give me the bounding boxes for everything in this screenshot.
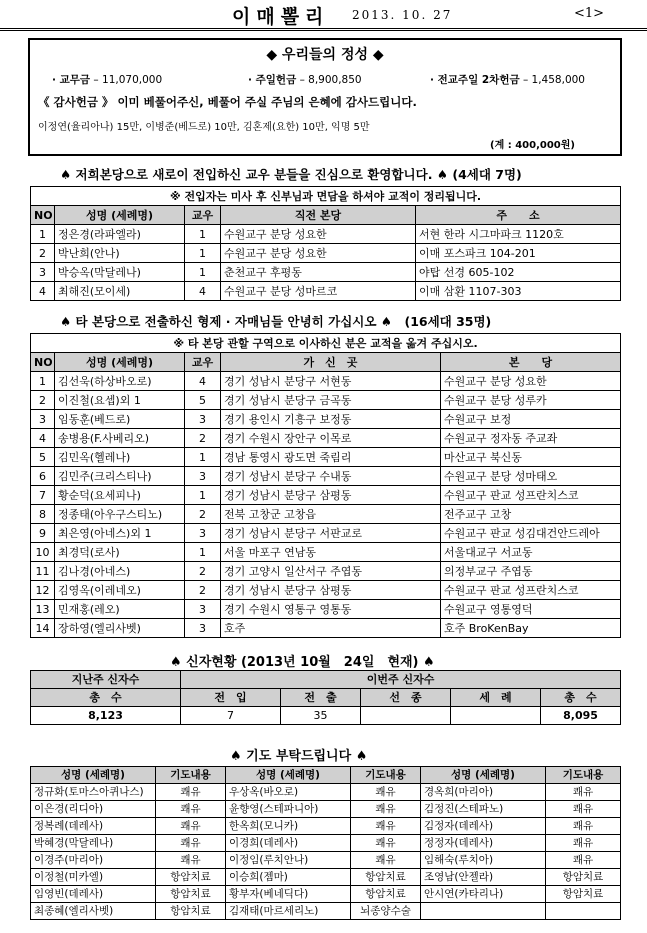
table-cell: 항암치료: [546, 886, 621, 903]
table-cell: 야탑 선경 605-102: [416, 263, 621, 282]
col-header: 성명 (세례명): [55, 353, 185, 372]
table-cell: [421, 903, 546, 920]
table-cell: 2: [31, 391, 55, 410]
page-number: <1>: [574, 6, 605, 21]
table-cell: 김나경(아네스): [55, 562, 185, 581]
table-cell: 정정자(데레사): [421, 835, 546, 852]
table-cell: 쾌유: [156, 852, 226, 869]
stats-sub-header: 전 출: [281, 689, 361, 707]
table-cell: 1: [31, 372, 55, 391]
stats-value: 7: [181, 707, 281, 725]
newcomers-table: [30, 186, 621, 301]
table-cell: 3: [185, 600, 221, 619]
stats-value: 8,123: [31, 707, 181, 725]
table-row: [31, 429, 621, 448]
thanks-total: (계 : 400,000원): [490, 140, 575, 151]
stats-value: [361, 707, 451, 725]
table-cell: 2: [31, 244, 55, 263]
col-header: 본 당: [441, 353, 621, 372]
transfers-note: ※ 타 본당 관할 구역으로 이사하신 분은 교적을 옮겨 주십시오.: [31, 334, 621, 353]
table-cell: 5: [31, 448, 55, 467]
table-cell: 1: [185, 244, 221, 263]
table-cell: 이은경(리디아): [31, 801, 156, 818]
table-cell: 10: [31, 543, 55, 562]
col-header: 기도내용: [351, 767, 421, 784]
offering-value: – 11,070,000: [93, 74, 163, 86]
table-cell: 3: [31, 263, 55, 282]
table-cell: 3: [185, 524, 221, 543]
offering-box: [28, 38, 622, 156]
table-cell: 서울대교구 서교동: [441, 543, 621, 562]
table-cell: 수원교구 판교 성프란치스코: [441, 581, 621, 600]
table-cell: 4: [185, 282, 221, 301]
stats-sub-header: 총 수: [31, 689, 181, 707]
table-cell: 경기 수원시 장안구 이목로: [221, 429, 441, 448]
table-cell: 이매 포스파크 104-201: [416, 244, 621, 263]
col-header: 성명 (세례명): [421, 767, 546, 784]
col-header: 주 소: [416, 206, 621, 225]
table-cell: 1: [31, 225, 55, 244]
table-cell: 쾌유: [546, 801, 621, 818]
table-cell: 황부자(베네딕다): [226, 886, 351, 903]
table-row: [31, 505, 621, 524]
stats-sub-header: 전 입: [181, 689, 281, 707]
table-cell: 김재태(마르세리노): [226, 903, 351, 920]
table-cell: 박난희(안나): [55, 244, 185, 263]
table-cell: 수원교구 분당 성루카: [441, 391, 621, 410]
table-cell: 4: [31, 429, 55, 448]
table-cell: 2: [185, 562, 221, 581]
table-cell: 3: [31, 410, 55, 429]
offering-label: · 전교주일 2차헌금: [430, 74, 520, 86]
col-header: 가 신 곳: [221, 353, 441, 372]
table-cell: 13: [31, 600, 55, 619]
stats-table: [30, 670, 621, 725]
table-cell: 2: [185, 581, 221, 600]
table-row: [31, 524, 621, 543]
table-cell: 경남 통영시 광도면 죽림리: [221, 448, 441, 467]
table-cell: 수원교구 판교 성프란치스코: [441, 486, 621, 505]
stats-this-week-header: 이번주 신자수: [181, 671, 621, 689]
table-row: [31, 486, 621, 505]
table-cell: 이경희(데레사): [226, 835, 351, 852]
col-header: NO: [31, 353, 55, 372]
table-row: [31, 619, 621, 638]
table-row: [31, 448, 621, 467]
table-row: [31, 467, 621, 486]
table-row: [31, 562, 621, 581]
bulletin-date: 2013. 10. 27: [352, 8, 453, 22]
offering-title: ◆ 우리들의 정성 ◆: [266, 47, 384, 63]
table-cell: 항암치료: [351, 886, 421, 903]
table-cell: 박승옥(막달레나): [55, 263, 185, 282]
stats-value: 35: [281, 707, 361, 725]
table-cell: 쾌유: [351, 835, 421, 852]
table-cell: 송병용(F.사베리오): [55, 429, 185, 448]
table-cell: 김선욱(하상바오로): [55, 372, 185, 391]
table-cell: 9: [31, 524, 55, 543]
table-cell: 1: [185, 486, 221, 505]
table-cell: 경기 성남시 분당구 서판교로: [221, 524, 441, 543]
table-cell: 12: [31, 581, 55, 600]
donor-list: 이정연(율리아나) 15만, 이병준(베드로) 10만, 김혼제(요한) 10만, 익명 5만: [38, 122, 370, 133]
col-header: 교우: [185, 353, 221, 372]
table-row: [31, 543, 621, 562]
table-row: [31, 869, 621, 886]
table-cell: 김민옥(헬레나): [55, 448, 185, 467]
table-cell: 경기 성남시 분당구 수내동: [221, 467, 441, 486]
table-cell: 쾌유: [156, 835, 226, 852]
col-header: NO: [31, 206, 55, 225]
table-row: [31, 581, 621, 600]
newcomers-rows: [31, 225, 621, 301]
transfers-table: [30, 333, 621, 638]
table-cell: 경기 고양시 일산서구 주엽동: [221, 562, 441, 581]
table-cell: 4: [185, 372, 221, 391]
table-cell: 이진철(요셉)외 1: [55, 391, 185, 410]
table-cell: 전북 고창군 고창읍: [221, 505, 441, 524]
table-cell: 항암치료: [156, 869, 226, 886]
table-cell: 서현 한라 시그마파크 1120호: [416, 225, 621, 244]
table-cell: 김민주(크리스티나): [55, 467, 185, 486]
table-cell: 쾌유: [156, 784, 226, 801]
table-cell: 수원교구 분당 성요한: [221, 244, 416, 263]
table-cell: 항암치료: [351, 869, 421, 886]
table-cell: 호주: [221, 619, 441, 638]
table-cell: 한옥희(모니카): [226, 818, 351, 835]
table-cell: 김영옥(이레네오): [55, 581, 185, 600]
stats-value: [451, 707, 541, 725]
stats-sub-header: 세 례: [451, 689, 541, 707]
table-cell: 수원교구 분당 성요한: [221, 225, 416, 244]
table-cell: 마산교구 북신동: [441, 448, 621, 467]
table-cell: 쾌유: [546, 852, 621, 869]
table-cell: 6: [31, 467, 55, 486]
table-row: [31, 263, 621, 282]
col-header: 성명 (세례명): [55, 206, 185, 225]
stats-title: ♠ 신자현황 (2013년 10월 24일 현재) ♠: [170, 655, 435, 670]
table-cell: 쾌유: [156, 801, 226, 818]
table-cell: 수원교구 보정: [441, 410, 621, 429]
table-cell: 수원교구 분당 성마태오: [441, 467, 621, 486]
table-row: [31, 282, 621, 301]
table-cell: 정복례(데레사): [31, 818, 156, 835]
col-header: 기도내용: [156, 767, 226, 784]
table-row: [31, 801, 621, 818]
table-cell: 호주 BroKenBay: [441, 619, 621, 638]
table-cell: 전주교구 고창: [441, 505, 621, 524]
table-cell: 쾌유: [351, 801, 421, 818]
table-cell: 정종태(아우구스티노): [55, 505, 185, 524]
prayer-title: ♠ 기도 부탁드립니다 ♠: [230, 749, 368, 764]
header-divider: [0, 28, 647, 31]
table-cell: 쾌유: [546, 818, 621, 835]
table-cell: 3: [185, 467, 221, 486]
table-row: [31, 818, 621, 835]
table-cell: 정규화(토마스아퀴나스): [31, 784, 156, 801]
table-cell: 쾌유: [156, 818, 226, 835]
table-cell: 경기 성남시 분당구 삼평동: [221, 486, 441, 505]
offering-label: · 교무금: [52, 74, 91, 86]
table-cell: 안시연(카타리나): [421, 886, 546, 903]
table-cell: 2: [185, 429, 221, 448]
table-cell: 쾌유: [351, 784, 421, 801]
table-cell: 춘천교구 후평동: [221, 263, 416, 282]
table-row: [31, 784, 621, 801]
prayer-table: [30, 766, 621, 920]
table-row: [31, 600, 621, 619]
table-cell: 경기 수원시 영통구 영통동: [221, 600, 441, 619]
offering-value: – 1,458,000: [522, 74, 585, 86]
table-cell: 14: [31, 619, 55, 638]
table-cell: 임영빈(데레사): [31, 886, 156, 903]
table-cell: 수원교구 판교 성김대건안드레아: [441, 524, 621, 543]
col-header: 성명 (세례명): [31, 767, 156, 784]
table-cell: 이경주(마리아): [31, 852, 156, 869]
table-cell: 5: [185, 391, 221, 410]
table-cell: 이매 삼환 1107-303: [416, 282, 621, 301]
table-row: [31, 852, 621, 869]
table-cell: 임동훈(베드로): [55, 410, 185, 429]
table-cell: 윤향영(스테파니아): [226, 801, 351, 818]
table-cell: 장하영(엘리사벳): [55, 619, 185, 638]
thanks-message: 《 감사헌금 》 이미 베풀어주신, 베풀어 주실 주님의 은혜에 감사드립니다.: [38, 95, 417, 109]
table-cell: 이정철(미카엘): [31, 869, 156, 886]
transfers-rows: [31, 372, 621, 638]
col-header: 성명 (세례명): [226, 767, 351, 784]
table-cell: 경기 용인시 기흥구 보정동: [221, 410, 441, 429]
table-cell: 김정자(데레사): [421, 818, 546, 835]
table-cell: 뇌종양수술: [351, 903, 421, 920]
table-row: [31, 903, 621, 920]
table-cell: 최종혜(엘리사벳): [31, 903, 156, 920]
table-row: [31, 835, 621, 852]
table-cell: 1: [185, 543, 221, 562]
newcomers-title: ♠ 저희본당으로 새로이 전입하신 교우 분들을 진심으로 환영합니다. ♠ (4세대 7명): [60, 167, 522, 182]
col-header: 직전 본당: [221, 206, 416, 225]
table-cell: 이정임(루치안나): [226, 852, 351, 869]
table-cell: [546, 903, 621, 920]
table-cell: 황순덕(요세피나): [55, 486, 185, 505]
table-cell: 민재홍(레오): [55, 600, 185, 619]
table-cell: 이승희(젬마): [226, 869, 351, 886]
table-cell: 최경덕(로사): [55, 543, 185, 562]
table-cell: 3: [185, 619, 221, 638]
table-cell: 의정부교구 주엽동: [441, 562, 621, 581]
transfers-title: ♠ 타 본당으로 전출하신 형제 · 자매님들 안녕히 가십시오 ♠ (16세대 35명): [60, 314, 492, 329]
table-cell: 쾌유: [546, 784, 621, 801]
col-header: 교우: [185, 206, 221, 225]
table-cell: 1: [185, 263, 221, 282]
table-row: [31, 225, 621, 244]
prayer-rows: [31, 784, 621, 920]
table-cell: 경옥희(마리아): [421, 784, 546, 801]
table-cell: 쾌유: [546, 835, 621, 852]
table-cell: 임해숙(루치아): [421, 852, 546, 869]
offering-value: – 8,900,850: [299, 74, 362, 86]
table-cell: 우상옥(바오로): [226, 784, 351, 801]
table-cell: 쾌유: [351, 852, 421, 869]
table-cell: 항암치료: [156, 886, 226, 903]
table-cell: 항암치료: [156, 903, 226, 920]
stats-sub-header: 선 종: [361, 689, 451, 707]
table-cell: 1: [185, 225, 221, 244]
table-cell: 2: [185, 505, 221, 524]
table-cell: 수원교구 정자동 주교좌: [441, 429, 621, 448]
table-row: [31, 244, 621, 263]
newcomers-note: ※ 전입자는 미사 후 신부님과 면담을 하셔야 교적이 정리됩니다.: [31, 187, 621, 206]
table-cell: 경기 성남시 분당구 금곡동: [221, 391, 441, 410]
table-cell: 7: [31, 486, 55, 505]
table-cell: 1: [185, 448, 221, 467]
table-cell: 서울 마포구 연남동: [221, 543, 441, 562]
table-cell: 수원교구 영통영덕: [441, 600, 621, 619]
table-cell: 정은경(라파엘라): [55, 225, 185, 244]
table-cell: 11: [31, 562, 55, 581]
table-row: [31, 410, 621, 429]
table-cell: 최해진(모이세): [55, 282, 185, 301]
table-cell: 수원교구 분당 성마르코: [221, 282, 416, 301]
table-cell: 수원교구 분당 성요한: [441, 372, 621, 391]
table-cell: 항암치료: [546, 869, 621, 886]
table-cell: 3: [185, 410, 221, 429]
table-cell: 4: [31, 282, 55, 301]
stats-sub-header: 총 수: [541, 689, 621, 707]
bulletin-title: 이매뽈리: [232, 6, 330, 28]
table-cell: 경기 성남시 분당구 서현동: [221, 372, 441, 391]
table-row: [31, 391, 621, 410]
table-cell: 조영남(안젤라): [421, 869, 546, 886]
table-row: [31, 886, 621, 903]
table-cell: 김정진(스테파노): [421, 801, 546, 818]
offering-label: · 주일헌금: [248, 74, 297, 86]
table-cell: 박혜경(막달레나): [31, 835, 156, 852]
table-cell: 최은영(아네스)외 1: [55, 524, 185, 543]
stats-prev-header: 지난주 신자수: [31, 671, 181, 689]
stats-value: 8,095: [541, 707, 621, 725]
table-cell: 경기 성남시 분당구 삼평동: [221, 581, 441, 600]
table-cell: 8: [31, 505, 55, 524]
table-row: [31, 372, 621, 391]
table-cell: 쾌유: [351, 818, 421, 835]
col-header: 기도내용: [546, 767, 621, 784]
